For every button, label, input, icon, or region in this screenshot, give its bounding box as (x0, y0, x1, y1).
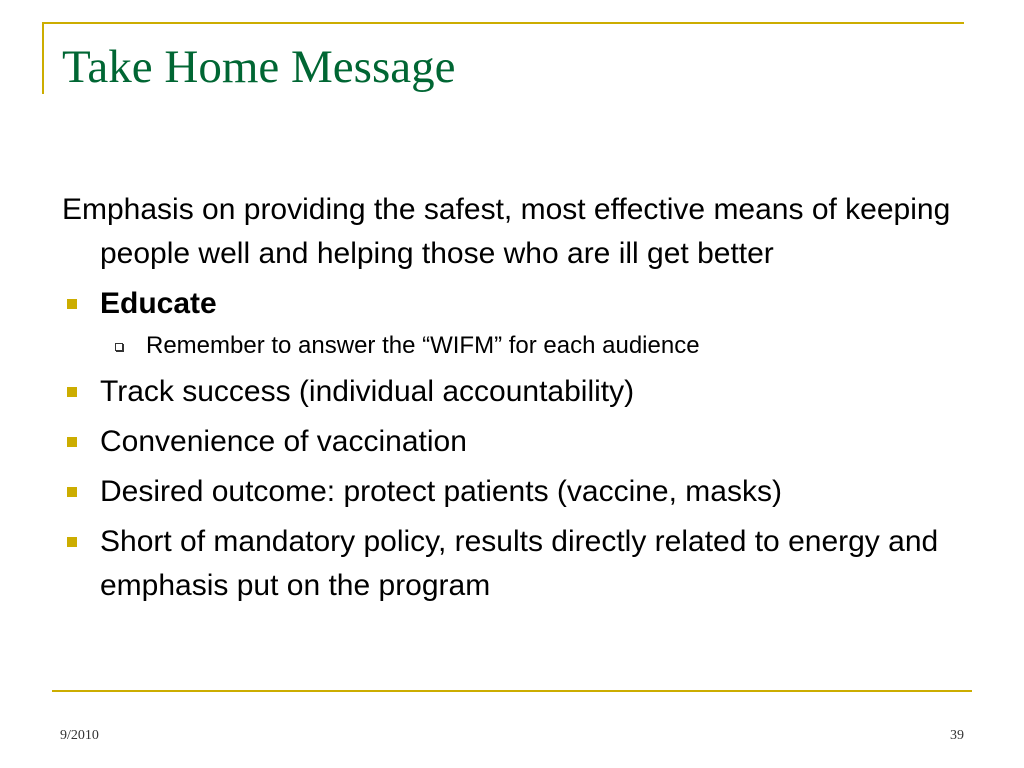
square-bullet-icon (67, 487, 77, 497)
frame-left-rule (42, 22, 44, 94)
frame-top-rule (42, 22, 964, 24)
square-bullet-icon (67, 387, 77, 397)
bullet-item-convenience (62, 420, 962, 464)
intro-paragraph: Emphasis on providing the safest, most effective means of keeping people well and helping those who are ill get better (62, 193, 951, 270)
square-bullet-icon (67, 537, 77, 547)
bullet-label: Short of mandatory policy, results directly related to energy and emphasis put on the program (100, 525, 939, 602)
bullet-item-track-success (62, 370, 962, 414)
sub-bullet-item-wifm (62, 328, 962, 364)
bullet-label: Track success (individual accountability) (100, 375, 635, 408)
bullet-item-mandatory-policy (62, 520, 962, 608)
slide-body (62, 188, 962, 608)
footer-divider (52, 690, 972, 692)
bullet-label: Convenience of vaccination (100, 425, 467, 458)
bullet-item-desired-outcome (62, 470, 962, 514)
footer-date: 9/2010 (60, 728, 99, 743)
square-bullet-icon (67, 437, 77, 447)
bullet-label: Desired outcome: protect patients (vaccine, masks) (100, 475, 782, 508)
hollow-square-bullet-icon (115, 343, 123, 351)
bullet-label: Educate (100, 287, 217, 320)
square-bullet-icon (67, 299, 77, 309)
bullet-item-educate (62, 282, 962, 326)
page-number: 39 (950, 728, 964, 743)
slide-title: Take Home Message (62, 41, 456, 93)
sub-bullet-label: Remember to answer the “WIFM” for each audience (146, 332, 700, 359)
